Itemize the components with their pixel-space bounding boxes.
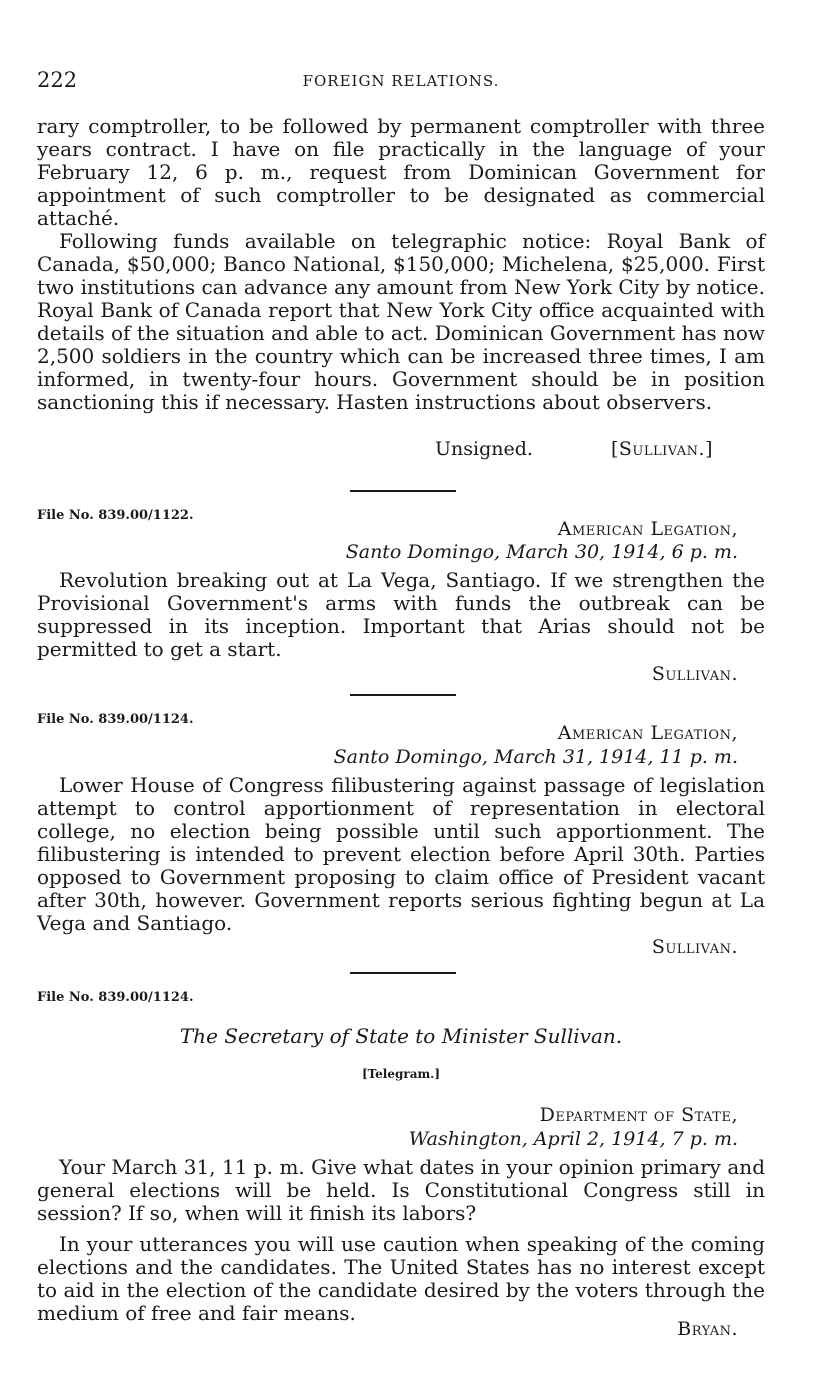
department-heading: Department of State, [539,1104,738,1126]
unsigned-note: Unsigned. [435,438,533,460]
legation-heading: American Legation, [557,518,738,540]
file-number: File No. 839.00/1124. [37,712,194,727]
bracketed-signature: [Sullivan.] [611,438,714,460]
signature: Bryan. [677,1318,738,1340]
legation-heading: American Legation, [557,722,738,744]
telegram-paragraph-2: In your utterances you will use caution when speaking of the coming elections and the candidates. The United States has no interest except to aid in the election of the candidate desired by the voters through the medium of free and fair means. [37,1232,765,1325]
place-date-line: Santo Domingo, March 30, 1914, 6 p. m. [345,541,738,563]
page-header [37,68,765,98]
running-head: FOREIGN RELATIONS. [302,72,500,90]
telegram-body [37,1156,765,1325]
file-number: File No. 839.00/1122. [37,508,194,523]
section-divider [350,490,456,492]
telegram-body [37,569,765,661]
signature: Sullivan. [651,663,738,685]
document-title: The Secretary of State to Minister Sullivan. [179,1024,623,1048]
section-divider [350,694,456,696]
continuation-paragraph-2: Following funds available on telegraphic notice: Royal Bank of Canada, $50,000; Banco National, $150,000; Michelena, $25,000. First two institutions can advance any amount from New York City by notice. Royal Bank of Canada report that New York City office acquainted with details of the situation and able to act. Dominican Government has now 2,500 soldiers in the country which can be increased three times, I am informed, in twenty-four hours. Government should be in position sanctioning this if necessary. Hasten instructions about observers. [37,229,765,414]
telegram-paragraph-1: Your March 31, 11 p. m. Give what dates in your opinion primary and general elections will be held. Is Constitutional Congress still in session? If so, when will it finish its labors? [37,1155,765,1225]
telegram-paragraph: Revolution breaking out at La Vega, Santiago. If we strengthen the Provisional Government's arms with funds the outbreak can be suppressed in its inception. Important that Arias should not be permitted to get a start. [37,568,765,661]
continuation-section [37,115,765,414]
signature: Sullivan. [651,936,738,958]
section-divider [350,972,456,974]
file-number: File No. 839.00/1124. [37,990,194,1005]
place-date-line: Santo Domingo, March 31, 1914, 11 p. m. [333,746,738,768]
telegram-body [37,774,765,935]
continuation-paragraph-1: rary comptroller, to be followed by permanent comptroller with three years contract. I have on file practically in the language of your February 12, 6 p. m., request from Dominican Government for appointment of such comptroller to be designated as commercial attaché. [37,114,765,230]
telegram-paragraph: Lower House of Congress filibustering against passage of legislation attempt to control apportionment of representation in electoral college, no election being possible until such apportionment. The filibustering is intended to prevent election before April 30th. Parties opposed to Government proposing to claim office of President vacant after 30th, however. Government reports serious fighting begun at La Vega and Santiago. [37,773,765,935]
page-number: 222 [37,68,78,92]
telegram-label: [Telegram.] [361,1067,441,1081]
place-date-line: Washington, April 2, 1914, 7 p. m. [408,1128,738,1150]
